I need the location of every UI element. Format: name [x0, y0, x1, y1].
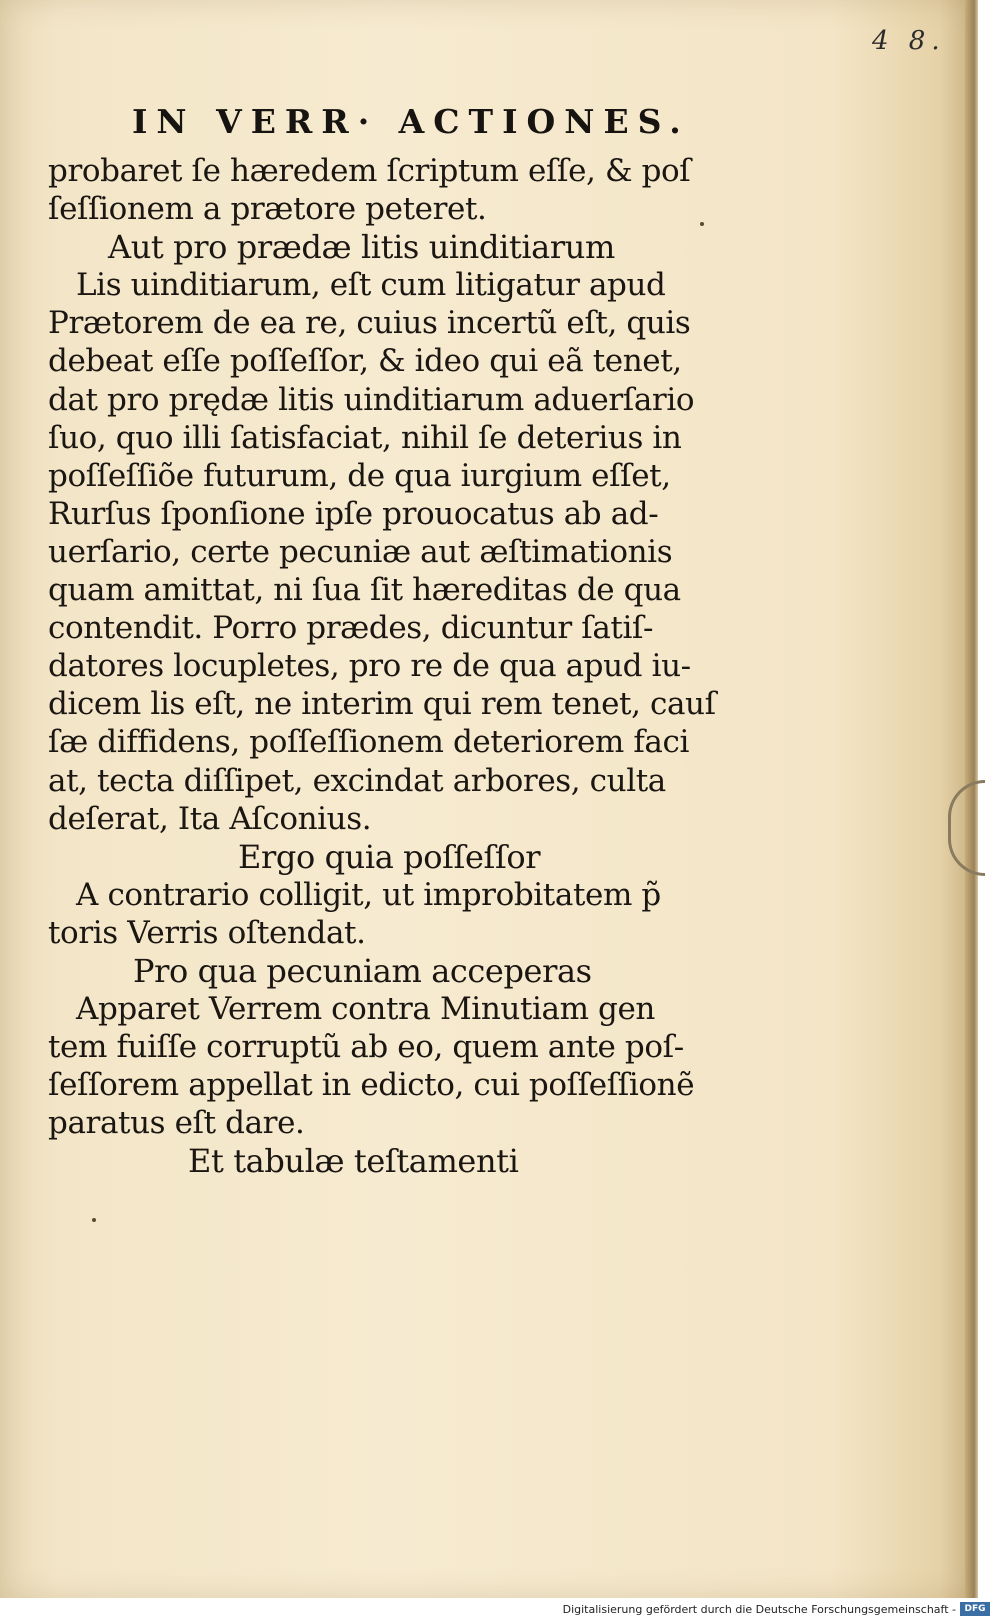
text-line: Prætorem de ea re, cuius incertũ eſt, quis	[48, 305, 691, 342]
text-line: Lis uinditiarum, eſt cum litigatur apud	[76, 267, 666, 304]
text-line: dat pro prędæ litis uinditiarum aduerſario	[48, 381, 695, 418]
ink-speck	[92, 1218, 96, 1222]
body-text	[48, 152, 716, 1181]
text-line: quam amittat, ni ſua ſit hæreditas de qua	[48, 572, 681, 609]
text-line: datores locupletes, pro re de qua apud iu-	[48, 648, 691, 685]
text-line: toris Verris oſtendat.	[48, 914, 366, 951]
folio-number: 4 8.	[872, 26, 946, 56]
text-line: ſeſſionem a prætore peteret.	[48, 191, 487, 228]
text-line: ſeſſorem appellat in edicto, cui poſſeſſionẽ	[48, 1067, 695, 1104]
text-line: contendit. Porro prædes, dicuntur ſatiſ-	[48, 610, 654, 647]
text-line: ſuo, quo illi ſatisfaciat, nihil ſe deterius in	[48, 419, 682, 456]
text-line: Apparet Verrem contra Minutiam gen	[76, 991, 656, 1028]
text-line: probaret ſe hæredem ſcriptum eſſe, & poſ	[48, 153, 691, 189]
text-line: ſæ diffidens, poſſeſſionem deteriorem faci	[48, 724, 689, 761]
ink-speck	[700, 222, 704, 226]
bookmark-tab-outline	[948, 780, 985, 876]
lemma-line: Et tabulæ teſtamenti	[188, 1142, 519, 1181]
text-line: deſerat, Ita Aſconius.	[48, 800, 372, 837]
footer-credit: Digitalisierung gefördert durch die Deutsche Forschungsgemeinschaft -	[562, 1603, 956, 1616]
text-line: paratus eſt dare.	[48, 1105, 305, 1142]
text-line: at, tecta diſſipet, excindat arbores, culta	[48, 762, 666, 799]
text-line: uerſario, certe pecuniæ aut æſtimationis	[48, 533, 673, 570]
text-line: dicem lis eſt, ne interim qui rem tenet, cauſ	[48, 686, 716, 723]
text-line: debeat eſſe poſſeſſor, & ideo qui eã tenet,	[48, 343, 682, 380]
text-line: poſſeſſiõe futurum, de qua iurgium eſſet,	[48, 457, 671, 494]
running-head: IN VERR· ACTIONES.	[132, 102, 690, 141]
dfg-logo: DFG	[960, 1602, 990, 1616]
footer-bar	[0, 1598, 1000, 1623]
lemma-line: Ergo quia poſſeſſor	[238, 837, 541, 876]
text-line: Rurſus ſponſione ipſe prouocatus ab ad-	[48, 495, 659, 532]
lemma-line: Aut pro prædæ litis uinditiarum	[108, 228, 615, 267]
lemma-line: Pro qua pecuniam acceperas	[133, 951, 592, 990]
text-line: tem fuiſſe corruptũ ab eo, quem ante poſ-	[48, 1029, 684, 1066]
text-line: A contrario colligit, ut improbitatem p̃	[76, 876, 661, 913]
